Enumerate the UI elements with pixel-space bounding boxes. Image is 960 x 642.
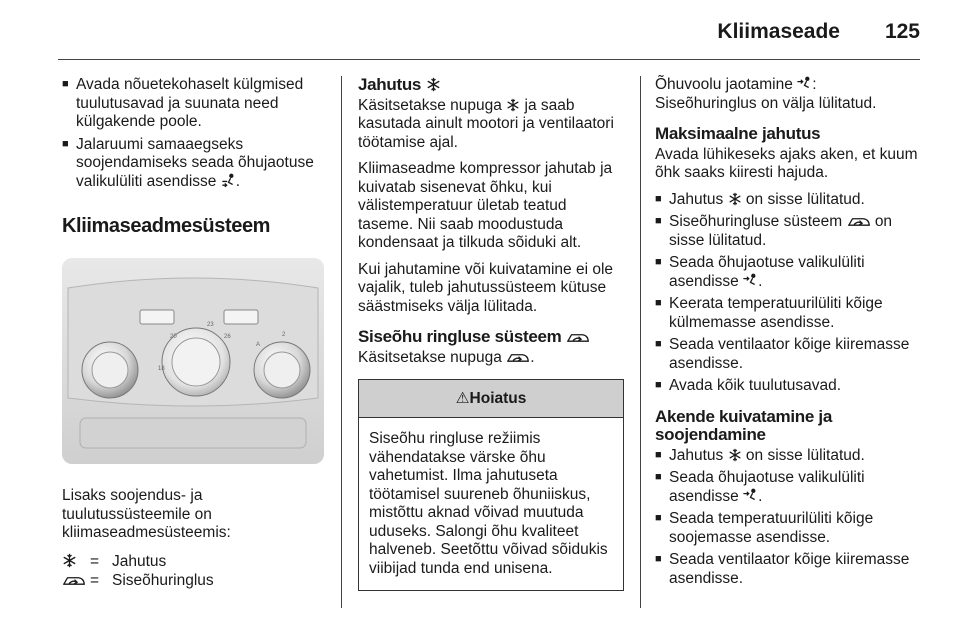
snowflake-icon [728, 448, 742, 462]
page-header [0, 0, 960, 58]
list-item: ■ Avada kõik tuulutusavad. [655, 377, 923, 396]
bullet-list [655, 191, 923, 396]
dial-label: 20 [170, 333, 177, 340]
warning-icon: ⚠ [455, 390, 470, 407]
column-divider [341, 76, 342, 608]
snowflake-icon [506, 98, 520, 112]
snowflake-icon [62, 553, 77, 568]
list-item: ■ Avada nõuetekohaselt külgmised tuulutusavad ja suunata need külgakende poole. [62, 76, 324, 132]
climate-control-panel-image [62, 258, 324, 464]
dial-label: 23 [207, 321, 214, 328]
column-right [655, 76, 923, 592]
column-divider [640, 76, 641, 608]
list-item: ■ Jahutus on sisse lülitatud. [655, 447, 923, 466]
recirculation-icon [847, 215, 871, 228]
warning-header: ⚠Hoiatus [359, 380, 623, 418]
section-heading: Kliimaseadmesüsteem [62, 215, 271, 237]
recirculation-icon [566, 331, 590, 344]
dial-label: 18 [158, 365, 165, 372]
list-item: ■ Seada õhujaotuse valikulüliti asendisse . [655, 254, 923, 291]
warning-text: Siseõhu ringluse režiimis vähendatakse värske õhu vahetumist. Ilma jahutuseta töötamisel suureneb õhuniiskus, mistõttu aknad võivad muutuda uduseks. Salongi õhu kvaliteet halveneb. Seetõttu võivad sõidukis viibijad tunda end unisena. [369, 430, 608, 577]
paragraph: Käsitsetakse nupuga ja saab kasutada ainult mootori ja ventilaatori töötamise ajal. [358, 96, 614, 151]
section-heading: Akende kuivatamine ja soojendamine [655, 406, 832, 444]
dial-label: 26 [224, 333, 231, 340]
air-distribution-face-icon [797, 76, 812, 91]
column-left [62, 76, 324, 591]
section-heading: Jahutus [358, 76, 624, 95]
section-heading: Siseõhu ringluse süsteem [358, 328, 624, 347]
column-middle [358, 76, 624, 591]
recirculation-icon [506, 351, 530, 364]
paragraph: Kui jahutamine või kuivatamine ei ole vajalik, tuleb jahutussüsteem kütuse säästmiseks välja lülitada. [358, 260, 614, 315]
list-item: ■ Seada õhujaotuse valikulüliti asendisse . [655, 469, 923, 506]
page-number: 125 [884, 20, 920, 43]
list-item: ■ Jalaruumi samaaegseks soojendamiseks seada õhujaotuse valikulüliti asendisse . [62, 136, 324, 192]
list-item: ■ Keerata temperatuurilüliti kõige külmemasse asendisse. [655, 295, 923, 332]
air-distribution-face-icon [743, 273, 758, 288]
paragraph: Lisaks soojendus- ja tuulutussüsteemile on kliimaseadmesüsteemis: [62, 487, 231, 541]
bullet-list [62, 76, 324, 191]
list-item: ■ Seada ventilaator kõige kiiremasse asendisse. [655, 336, 923, 373]
air-distribution-feet-icon [221, 173, 236, 188]
bullet-list [655, 447, 923, 589]
legend [62, 553, 324, 591]
chapter-title: Kliimaseade [717, 20, 840, 43]
recirculation-icon [62, 574, 86, 587]
snowflake-icon [728, 192, 742, 206]
paragraph: Õhuvoolu jaotamine : [655, 76, 817, 93]
list-item: ■ Seada temperatuurilüliti kõige soojemasse asendisse. [655, 510, 923, 547]
snowflake-icon [426, 77, 441, 92]
list-item: ■ Siseõhuringluse süsteem on sisse lülitatud. [655, 213, 923, 250]
warning-box [358, 379, 624, 591]
air-distribution-face-icon [743, 488, 758, 503]
section-heading: Maksimaalne jahutus [655, 124, 821, 143]
dial-label: 2 [282, 331, 286, 338]
header-rule [58, 59, 920, 60]
paragraph: Kliimaseadme kompressor jahutab ja kuivatab sisenevat õhku, kui välistemperatuur ületab teatud taseme. Nii saab moodustuda kondensaat ja tilkuda sõiduki alt. [358, 160, 613, 251]
list-item: ■ Seada ventilaator kõige kiiremasse asendisse. [655, 551, 923, 588]
paragraph: Käsitsetakse nupuga . [358, 348, 535, 366]
legend-row: = Siseõhuringlus [62, 572, 324, 591]
list-item: ■ Jahutus on sisse lülitatud. [655, 191, 923, 210]
paragraph: Avada lühikeseks ajaks aken, et kuum õhk saaks kiiresti hajuda. [655, 145, 918, 181]
legend-row: = Jahutus [62, 553, 324, 572]
dial-label: A [256, 341, 261, 348]
paragraph: Siseõhuringlus on välja lülitatud. [655, 94, 877, 112]
